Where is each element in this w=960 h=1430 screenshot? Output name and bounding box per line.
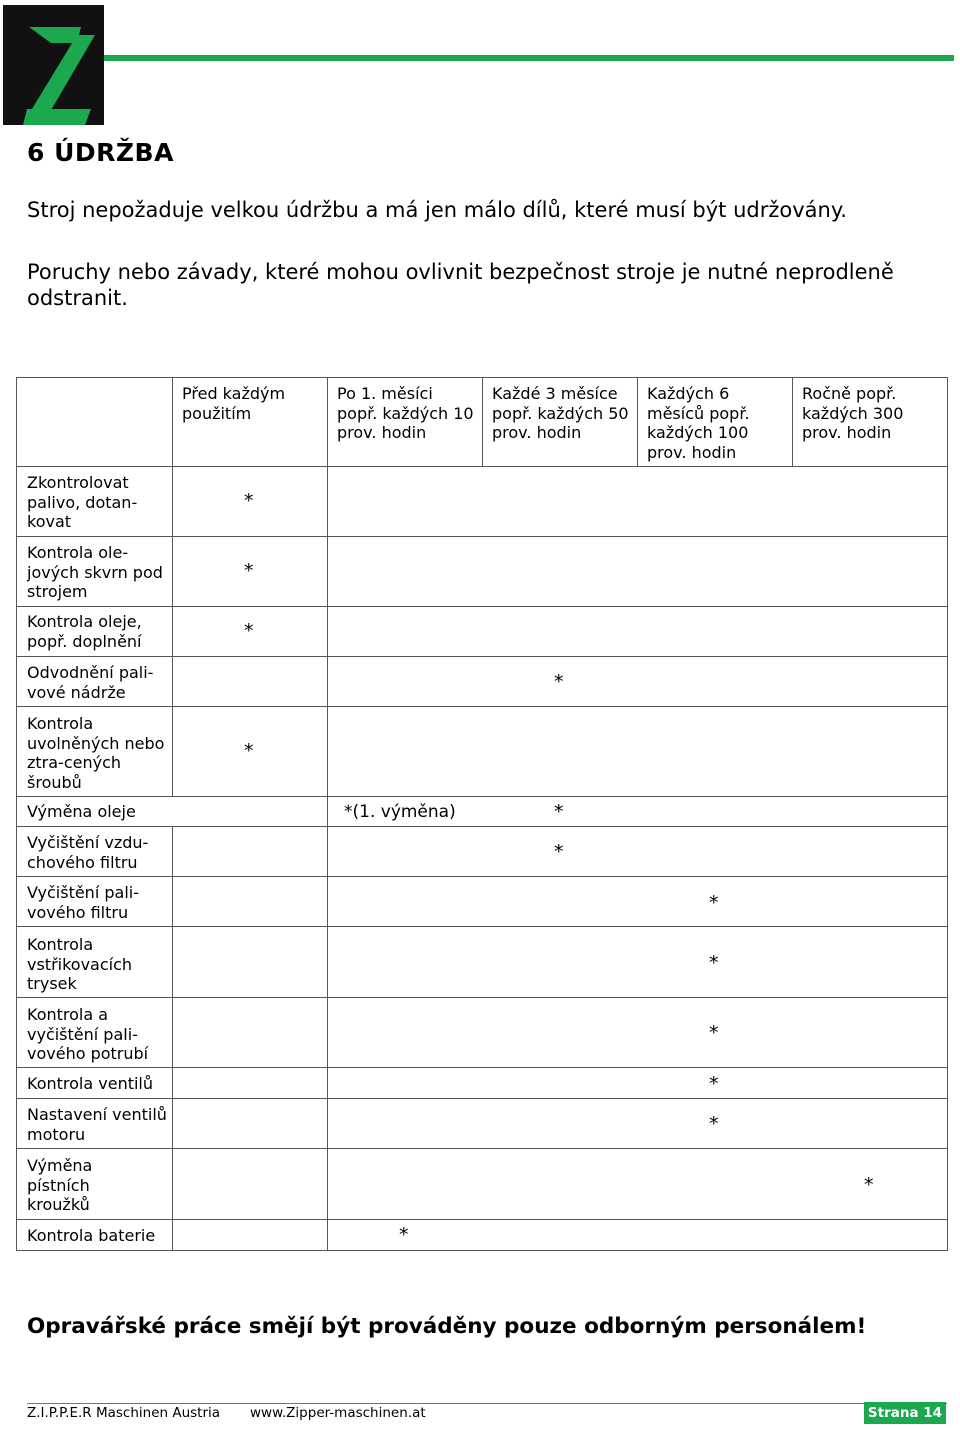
page-number: Strana 14 xyxy=(864,1402,946,1424)
row-label: Kontrola uvolněných nebo ztra-cených šroubů xyxy=(27,714,165,792)
row-label: Výměna pístních kroužků xyxy=(27,1156,93,1214)
interval-mark: * xyxy=(244,620,254,642)
interval-mark: * xyxy=(709,1113,719,1135)
row-label: Kontrola baterie xyxy=(27,1226,156,1245)
safety-paragraph: Poruchy nebo závady, které mohou ovlivnit bezpečnost stroje je nutné neprodleně odstranit. xyxy=(27,260,894,310)
header-after-first-month: Po 1. měsíci popř. každých 10 prov. hodin xyxy=(337,384,474,442)
interval-mark: * xyxy=(554,801,564,823)
row-label: Kontrola a vyčištění pali-vového potrubí xyxy=(27,1005,149,1063)
interval-mark: * xyxy=(709,952,719,974)
interval-mark: * xyxy=(709,1073,719,1095)
interval-mark: * xyxy=(864,1174,874,1196)
header-yearly: Ročně popř. každých 300 prov. hodin xyxy=(802,384,904,442)
interval-mark: * xyxy=(709,892,719,914)
footer-website: www.Zipper-maschinen.at xyxy=(250,1405,426,1421)
footer-rule xyxy=(27,1403,947,1404)
zipper-logo xyxy=(3,5,104,125)
section-title: 6 ÚDRŽBA xyxy=(27,138,174,167)
row-label: Výměna oleje xyxy=(27,802,136,821)
row-label: Kontrola oleje, popř. doplnění xyxy=(27,612,142,651)
footer-company: Z.I.P.P.E.R Maschinen Austria xyxy=(27,1405,221,1421)
warning-note: Opravářské práce smějí být prováděny pouze odborným personálem! xyxy=(27,1314,867,1339)
row-label: Kontrola ventilů xyxy=(27,1074,154,1093)
row-label: Zkontrolovat palivo, dotan-kovat xyxy=(27,473,138,531)
header-every-3-months: Každé 3 měsíce popř. každých 50 prov. hodin xyxy=(492,384,629,442)
header-every-6-months: Každých 6 měsíců popř. každých 100 prov. hodin xyxy=(647,384,750,462)
header-rule xyxy=(104,55,954,61)
row-label: Vyčištění pali-vového filtru xyxy=(27,883,139,922)
interval-mark: * xyxy=(399,1224,409,1246)
interval-mark: * xyxy=(244,490,254,512)
header-before-each-use: Před každým použitím xyxy=(182,384,286,423)
row-label: Vyčištění vzdu-chového filtru xyxy=(27,833,149,872)
row-label: Kontrola ole-jových skvrn pod strojem xyxy=(27,543,163,601)
interval-mark: * xyxy=(554,671,564,693)
intro-paragraph: Stroj nepožaduje velkou údržbu a má jen málo dílů, které musí být udržovány. xyxy=(27,198,847,222)
row-label: Nastavení ventilů motoru xyxy=(27,1105,167,1144)
row-label: Kontrola vstřikovacích trysek xyxy=(27,935,133,993)
interval-mark: * xyxy=(709,1022,719,1044)
interval-mark: * xyxy=(244,560,254,582)
interval-mark: * xyxy=(554,841,564,863)
interval-mark: * xyxy=(244,740,254,762)
row-label: Odvodnění pali-vové nádrže xyxy=(27,663,154,702)
first-change-mark: *(1. výměna) xyxy=(344,802,456,822)
